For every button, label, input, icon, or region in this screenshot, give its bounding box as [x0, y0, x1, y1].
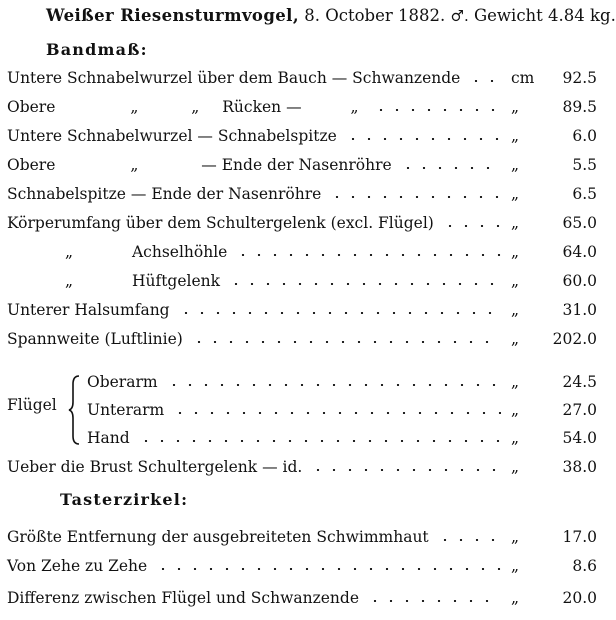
dot-leader	[235, 254, 501, 256]
ditto-mark: „	[130, 156, 139, 174]
row-value: 31.0	[562, 301, 597, 319]
row-value: 38.0	[562, 458, 597, 476]
measurement-row	[7, 325, 597, 353]
row-label: Oberarm	[87, 373, 158, 391]
row-unit: „	[511, 127, 520, 145]
row-unit: „	[511, 156, 520, 174]
row-unit: „	[511, 272, 520, 290]
row-unit: „	[511, 373, 520, 391]
dot-leader	[367, 600, 501, 602]
row-unit: „	[511, 528, 520, 546]
row-value: 5.5	[572, 156, 597, 174]
measurement-row	[7, 424, 597, 452]
row-label	[7, 156, 392, 174]
dot-leader	[138, 440, 501, 442]
measurement-row	[7, 523, 597, 551]
row-value: 60.0	[562, 272, 597, 290]
measurement-row	[7, 368, 597, 396]
section-heading-bandmass: Bandmaß:	[46, 40, 148, 59]
row-label: Größte Entfernung der ausgebreiteten Schwimmhaut	[7, 528, 429, 546]
row-label: Körperumfang über dem Schultergelenk (excl. Flügel)	[7, 214, 434, 232]
row-unit: „	[511, 429, 520, 447]
row-unit: „	[511, 401, 520, 419]
row-label-tail: Hüftgelenk	[131, 272, 221, 290]
row-unit: „	[511, 557, 520, 575]
document-title	[46, 6, 616, 25]
dot-leader	[191, 341, 501, 343]
dot-leader	[442, 225, 501, 227]
row-unit: cm	[511, 69, 535, 87]
row-value: 89.5	[562, 98, 597, 116]
row-unit: „	[511, 98, 520, 116]
row-unit: „	[511, 458, 520, 476]
row-value: 64.0	[562, 243, 597, 261]
measurement-row	[7, 122, 597, 150]
dot-leader	[468, 80, 501, 82]
dot-leader	[178, 312, 501, 314]
row-unit: „	[511, 330, 520, 348]
dot-leader	[400, 167, 501, 169]
ditto-mark: „	[191, 98, 200, 116]
dot-leader	[437, 539, 501, 541]
row-label: Unterer Halsumfang	[7, 301, 170, 319]
row-label	[7, 98, 365, 116]
measurement-row	[7, 453, 597, 481]
row-value: 54.0	[562, 429, 597, 447]
row-value: 20.0	[562, 589, 597, 607]
row-label-tail: Rücken —	[222, 98, 302, 116]
measurement-row	[7, 296, 597, 324]
ditto-mark: „	[350, 98, 359, 116]
row-label: Hand	[87, 429, 130, 447]
ditto-mark: „	[130, 98, 139, 116]
row-unit: „	[511, 301, 520, 319]
row-unit: „	[511, 185, 520, 203]
row-label: Unterarm	[87, 401, 165, 419]
row-label-start: Obere	[7, 98, 56, 116]
dot-leader	[172, 412, 501, 414]
row-label: Untere Schnabelwurzel über dem Bauch — Schwanzende	[7, 69, 461, 87]
dot-leader	[373, 109, 501, 111]
row-value: 17.0	[562, 528, 597, 546]
row-value: 6.0	[572, 127, 597, 145]
row-label: Untere Schnabelwurzel — Schnabelspitze	[7, 127, 337, 145]
male-symbol-icon: ♂.	[450, 7, 469, 25]
row-label-tail: Achselhöhle	[131, 243, 228, 261]
row-label: Von Zehe zu Zehe	[7, 557, 148, 575]
row-value: 24.5	[562, 373, 597, 391]
row-unit: „	[511, 589, 520, 607]
measurement-row	[7, 396, 597, 424]
row-value: 8.6	[572, 557, 597, 575]
row-label: Spannweite (Luftlinie)	[7, 330, 183, 348]
row-label-tail: — Ende der Nasenröhre	[201, 156, 392, 174]
weight-text: Gewicht 4.84 kg.	[473, 6, 616, 25]
row-label: Differenz zwischen Flügel und Schwanzende	[7, 589, 359, 607]
ditto-mark: „	[65, 243, 74, 261]
fluegel-group-label: Flügel	[7, 396, 57, 414]
row-label	[7, 272, 220, 290]
measurement-row	[7, 64, 597, 92]
row-label	[7, 243, 227, 261]
dot-leader	[329, 196, 501, 198]
row-unit: „	[511, 243, 520, 261]
row-unit: „	[511, 214, 520, 232]
measurement-row	[7, 238, 597, 266]
dot-leader	[310, 469, 501, 471]
dot-leader	[166, 384, 501, 386]
row-label-start: Obere	[7, 156, 56, 174]
measurement-row	[7, 552, 597, 580]
species-name: Weißer Riesensturmvogel,	[46, 6, 299, 25]
row-value: 27.0	[562, 401, 597, 419]
dot-leader	[155, 568, 501, 570]
row-label: Schnabelspitze — Ende der Nasenröhre	[7, 185, 322, 203]
measurement-row	[7, 151, 597, 179]
dot-leader	[228, 283, 501, 285]
measurement-row	[7, 584, 597, 612]
measurement-row	[7, 209, 597, 237]
row-label: Ueber die Brust Schultergelenk — id.	[7, 458, 303, 476]
row-value: 6.5	[572, 185, 597, 203]
dot-leader	[345, 138, 501, 140]
record-date: 8. October 1882.	[304, 6, 446, 25]
measurement-row	[7, 267, 597, 295]
section-heading-tasterzirkel: Tasterzirkel:	[60, 490, 189, 509]
measurement-row	[7, 180, 597, 208]
ditto-mark: „	[65, 272, 74, 290]
row-value: 92.5	[562, 69, 597, 87]
row-value: 202.0	[552, 330, 597, 348]
measurement-row	[7, 93, 597, 121]
row-value: 65.0	[562, 214, 597, 232]
